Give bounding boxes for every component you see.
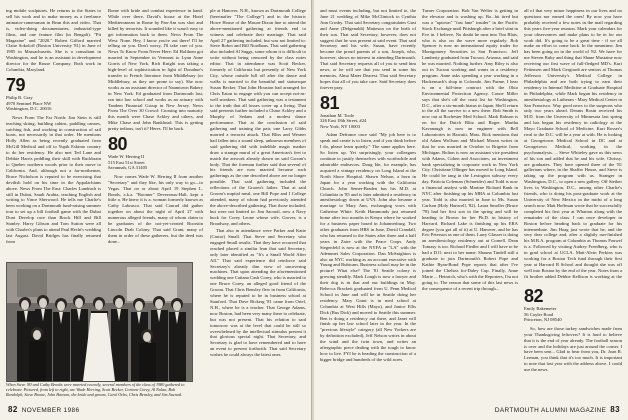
page-number: 82 — [8, 405, 18, 414]
right-page — [314, 0, 628, 420]
class-notes-text: Now comes Wade W. Herring II from another "Secretary" and they like, his only way to go—to Vegas. That on or about April 19 Stephen L. Bonds, a.k.a. "Boomer" Devereaux-Hall, kept a little a. He knew it is a. woman formerly known as Cathy Labrasco. That said Conrad did gather together on about the night of April 27 with numerous alleged friends, many of whom claim to be graduates of the not-yet-created Boorstin Lincoln Drab Colony. That said Grant, many of them in order of these gatherers, but the deed was done... — [108, 173, 203, 244]
class-notes-text: Adam Defrance once said "My job here is to speak and create is to listen, and if you think before I do, please learn quietly." The same applies here. So listen up. Yet surprisingly, your colleagues continue to justify themselves with worthwhile and admirable endeavors. Doug Ide, for example, has acquired a vintage residency on Long Island at the North Shore Hospital. Shawn Nelson, a born in Japan for a year working with the California Church. John Semer-Braden has his M.D. at Columbia in '85 and is later admitted a residency in anesthesiology down at UVA. John also became a marriage to Mary Ann, exchanging vows with Catherine White. Keith Hammonds just returned home after two months in Kenya where he worked for a business paper based in Johannesburg. Two other graduates from HBS in June, David Crandall, who has returned to the States after three and a half years in Zaire with the Peace Corps. Andy Stegenfeld is now at the NYFA or "LA" with the Ademmet Sales Corporation. Dan McSnighton is also an NYC working as an account executive with Young and Rubicam. Business school may be in the picture! What else? The '81 Seattle colony is growing steadily. Mark Lough is now a lawyer and their dog is in that and our buildings in May. Rebecca Brackett graduated from U. Penn Medical School in June and will be in Seattle doing her residency. Mary Grant is in med school at Columbia at West Hills (Mayo), and Janice Ellis Dick (Bus Dick) and moved to Seattle this summer. Ben is doing a residency out there, and Janet will finish up her law school later in the year. In the "previous lifestyle" category (all New Yorkers are by definition excluded), Jeff Nelson writes in about the wind and the twin town, and writes an aftergraphic piece dealing with the tough to know how to live. FYI he is heading the construction of a bigger bridge and hundreds of the wild acres. — [320, 132, 416, 362]
class-secretary-address: Wade W. Herring II 515 East 51st Street Savannah, GA 31405 — [108, 154, 148, 171]
group-photo-image — [7, 263, 192, 381]
class-notes-text: and must events including, but not limited to, the June 21 wedding of Mike McClintock to Cynthia Ann Crosby. That said Secretary congratulates Gust and Anne (Delgenaldi) Matteson on the birth of their son. That said Secretary, however, does not suggest that he was present at said event. That said Secretary and his wife, Susan, have recently become the proud parents of a son, Joseph, who, however, shows no interest in attending Dartmouth. That said Secretary requests all of you to send him news, or he will see that you send in some his memoirs, Alma Mater Dearest. That said Secretary hopes that all of you take care. Said Secretary does forever pray. — [320, 8, 416, 90]
right-folio — [495, 405, 620, 414]
class-notes-text: News From The Far North: Jim Stein is still teaching skiing, building cabins, paddling canoes, catching fish, and working in construction of sail boats, not necessarily in that order. He mentions Holly Allen as being recently graduated from McGill Medical and off to Yupik Eskimo country to do her residency. He also met Ted Lane and Debbie Harris peddling their skill with Ruckbrain to Quebec northern woods prior to their move to California. And, although not a far-northerner, Bruce Nicholson is reputed to be exercising that devilish hold on his time in the Appalachians above. News From The East: Charles Lundrach is still in Dubai, Saudi Arabia, teaching English and writing to Vince Sherwood. He tells me Charlie's been working on a Dartmouth fund-raising summer tour to set up a bill football game with the Dubai Dont Develop race than Brock Hill and Bill Stanley. Harry Gibson and Tom Sutton were all with Charles's plans to attend Paul Hecht's wedding last August. David Bridges has finally returned from — [6, 114, 101, 244]
page-number: 83 — [610, 405, 620, 414]
class-notes-text: That also in attendance were Parker and Katie (Castor) Small. That Steve and Secretary who engaged Small results. That they have occurred that reached placed a similar lean that said Secretary, only later identified as "It's a Small World After All." That said experience did reinforce said Secretary's already dim view of uncovering machines. That upon attending the aforementioned wedding one Cattana Cash Corey, who is married to one Bruce Corey, an alleged good friend of the Groom. That Chris Bensley flew in from California, where he is reputed to be in business school at Stanford. That Dave Rickerg '81 came from Oriel, N.H., where he is a teacher. That George Adams, now Boston, had been very many there to celebrate, but was not present. That his relation to said tomorrow was at the level that could be still so overwhelmed by the intellectual stimulus present it that glorious special night. That Secretary, and Secretary is glad to have remembered and to have an event to present forthwith. That said Secretary wishes he could always the latest ones. — [210, 228, 306, 358]
class-number: 80 — [108, 134, 128, 155]
class-notes-text: all of that very minor happiness in our lives and no questions nor earned the ones! By now you have probably received a few notes in the mail regarding this years five-year reunion. Mark your calendars for your observances and make plans to be in for our work did. It's going to be a great time - if we all make an effort to come back. In the meantime, Jim has been going on in the world of '82. We have for me Steven Ruby and thing that Shane Mustaine now receiving our first wave of full-fledged MD's. Kurt Fettensen and Mark Gergiardi are seniors at Thomas Jefferson University's Medical College in Philadelphia and are both trying to earn their residency in Internal Medicine at Graduate Hospital in Philadelphia, while Mark began his residency in anesthesiology at Lutheran - Mary Medical Center in San Francisco. Way good news to the surgeons who only two years ahead. Dennis Rosin received his M.D. from the University of Minnesota last spring and has begun his residency in radiology at the Mayo Graduate School of Medicine. Kurt Rosser's rival to the D.C. will be a year at with. He is looking at Georgetown Medical School in DC and at Georgetown Medical, working in the psychoanalysis. ... Steve Whiteley gave us this news of his son and added that he and his wife, Chrissy, are graduates. They have opened three of the '81 gallerians where, in the Shaffer House, and Steve is taking up the program with us. Stranger in Washington, D.C., to open a new gallery. Off Steiber lives in Washington, D.C., among other Charlie's friends, who is doing his post-graduate work at the University of New Mexico in the midst of a long search now. Matt Hoffman wrote that he successfully completed his first year at Wharton along with the remainder of the class. I can once developer in Boston before heading back to graduate for his intermediate. Jim Hoag just wrote that he, and the very dear college and, after a slightly run-finished his M.B.A. program at Columbia as Thomas Pouwel is a. Followed by visiting Audrey Freedberg, who is in grad school at UCLA. Matt-Alvin Perkins was working for a Boston Tech fund through their first year at Harvard B School and thought she was off well into Boston by the end of the year. Notes from a fit brother added Debbie Kellison is working at the — [524, 8, 622, 279]
class-number: 82 — [524, 286, 544, 306]
class-number: 81 — [320, 92, 340, 113]
left-folio — [8, 405, 79, 414]
wedding-group-photo — [6, 262, 193, 382]
magazine-name: DARTMOUTH ALUMNI MAGAZINE — [494, 407, 607, 414]
right-column-1 — [320, 8, 416, 400]
class-secretary-address: Jonathan M. Toole 326 East 18th Street, #24 New York, NY 10003 — [320, 112, 367, 129]
class-number: 79 — [6, 74, 26, 95]
right-column-3 — [524, 8, 622, 280]
class-secretary-address: Philip R. Gray 4970 Sentinel Place NW Washington, D.C. 20016 — [6, 94, 52, 112]
left-page — [0, 0, 312, 420]
class-notes-text: ple at Hanover, N.H., known as Dartmouth College (hereinafter "The College") and in the historic Howe House of the Mason-Dixon line to attend the above-mentioned gathering at friends end to witness and celebrate their marriage. That said April 27 gathering included, but was not limited to: Steve Robot and Bill Nordhaus. That said gathering also included Al Suggs, some whom it is difficult to write without being censored by the class notes editor. That in attendance was Scott Becker, formerly of California but presently of New York City, whose outside hill off after the dance and walks is married to the beautiful and statuesque Susan Becker. That John Houston had arranged for Chris Eaton to engage with you can accept not-as-well sneakers. That said gathering was a testament to the truth that all losses cover up a living. That said presents further included a Chase Ackley and a Murphy of Sedans and a modest dance performance. That at the conclusion of said gathering and training the pair, one Larry Gibbs married a terrorist attack. That Bliss and Wexner had fallen into a sound sleep, unknown members of said gathering did with indelible magic marker draw a strange mural of a great American's feet to match the artwork already drawn on said Groom's body. That the foreman further said that several of his friends are now married because such gatherings as the one described above are no longer possible. That said gathering included the reflections of the Groom's father. That at said Groom's nuptial meal, one Bill Pope and I College attended, many of whom had previously attended the above-described gathering. That those included, but were not limited to: Jim Sacnotl, now a Navy buck for Corey Leone whose wife, Grover, is a Broadway, and others. — [210, 8, 306, 226]
class-notes-text: So, how are those turkey sandwiches made from your Thanksgiving leftovers? It is hard to believe that it is the end of year already. The football season is over and the holidays are just around the corner. I have been sent... Glad to hear from you, Dr. Joan R. Lerman, you think that it's too much. It is important to note that last year with the address above. I could use the news. — [524, 325, 622, 373]
left-column-3 — [210, 8, 306, 400]
class-secretary-address: Emily Bakemeier 56 Cuyler Road Princeton, NJ 08540 — [524, 306, 562, 323]
issue-date: NOVEMBER 1986 — [21, 407, 80, 414]
right-column-3-bottom — [524, 284, 622, 400]
photo-caption: When Steve '80 and Cathy Brooks were married recently, several members of the class of 1980 gathered to celebrate. Pictured, from left to right, are Wade Herring, Scott Becker, Corinne Corey, Al Nolan, Bob Randolph, Steve Boone, John Hanson, the bride and groom, Carol Ochs, Chris Bensley, and Jim Sacnotl. — [6, 382, 185, 398]
class-notes-text: Rome with bride and combat experience in hand. While over there, David's house at the Hotel Mediterranean in Rome by Pan-Am was shot and killed by terrorists. It sounded like it wasn't easy to get information back to them. News From The West: None. Hey, I know you're out there! I'll be telling on you. Don't worry, I'll take care of you. News To Know From Never Here: Ed Holihom got married in September in Vermont to Lynn Anne Gorris of New York. Rich Knight was taking a high-level of sophistication in light of Donahue's transfer to French literature from Middlebury (or Middlebury, as they are prone to say). She now works as an assistant director of Naamtown Bakery in New York. Ed graduated from Dartmouth last, ran into law school and works as an actuary with Tandem Financial Group in New Jersey. News From The Over 30 Crowd: Crossing into maturity this month were Chase Ackley and others, and Mike Chase and John Bankhead. This is getting pretty tedious, isn't it? Heres. I'll be back. — [108, 8, 203, 132]
class-notes-text: ing mobile sculptures. He returns to the States to sell his work and to make money as a freelance animator-cameraman in Bean this and video. That is, video-doing documentaries, industrial-type films, and one feature film (in Bengali). "Pit Magazine" and "2020." Robert Gifford married Claire Sokoloff (Boston University '81) in June of 1985 in Massachusetts. She is a consultant in Washington, and he is an assistant in development director for the Rouse Company. Both work in Columbia, Maryland. — [6, 8, 101, 73]
class-notes-text: Turner Corporation. Bob Van Welter is getting in the elevator and is washing up. Bo...hit tired but was a "uptown" "fast lane" insider" in the Pacific Stock Exchange until Pittsburgh after a brief stint in Eve in. I believe, No doubt he runs into Tim Blais, who is also on the wave more regularly. Rob Spencer is now an international equity trader for Montgomery Securities in San Francisco. Jeff Lamberty graduated from Tucson, Arizona, and said he was married. Nothing further. Amy Riley is also out in Tucson working and wants in a residency program. Anne asks spending a year working in a Hackensack's shop in Colorado. Jim Parme, I hear is on a full-time contract with the Ohio Environmental Protection Agency. Cassie Miller says that she's off the coast list for Washington, D.C., after a six-month hiatus in Japan. She'll return to the all the survive to a new there. Bob Smith is now out at Rochester Med School. Mark Rabson is on for the Dutch Blitz and Roger. Martha Kavanaugh is now an engineer with Bell Laboratories in Hawaiii, Mass. Rick mentions that old Adam Wolfson and Michael Moran writes in that he was married in October to Brigette from Michigan. Bolton is now an assistant vice president with Adams, Cohen and Associates, an investment bank specializing in corporate work in New York City. Christiane Ollinger has moved to Long Island. He could be tang in the Lexington subway every day. Patricia Coleman (Schneider) and Todd is now a financial analyst with Martine Richard Bank in NYC after finishing up his MBA at Columbia last year. Todd is also married in June to Ms. Susan Carlson (Holy Hartwell, '82). Laura Smoller (Bruce '78) had her first son in the spring and will be heading to Brown for her Ph.D. in history of Harvard. Richard Lake is finishing up his ERA degree (you got all of it) at U. Hanover, and he has Eric Peterson as one of them. Larry Glasser is doing an anesthesiology residency out at Cornell. Dean Tomasy is too. Richard Fiedler and I will have to be had a D.O. next to her name. Shauna Tindell still a graduate to join Dartmouth's Robert Pope and Kathie Ryan-Bond Pope reports that after I've joined the Chelsea for-Daley Cup. Finally, Anne Marie ... Heinrich, who's with the Reporters, I'm not going to. The reason that some of this last news is the consequence of a recent trip through... — [422, 8, 518, 291]
right-column-2 — [422, 8, 518, 400]
